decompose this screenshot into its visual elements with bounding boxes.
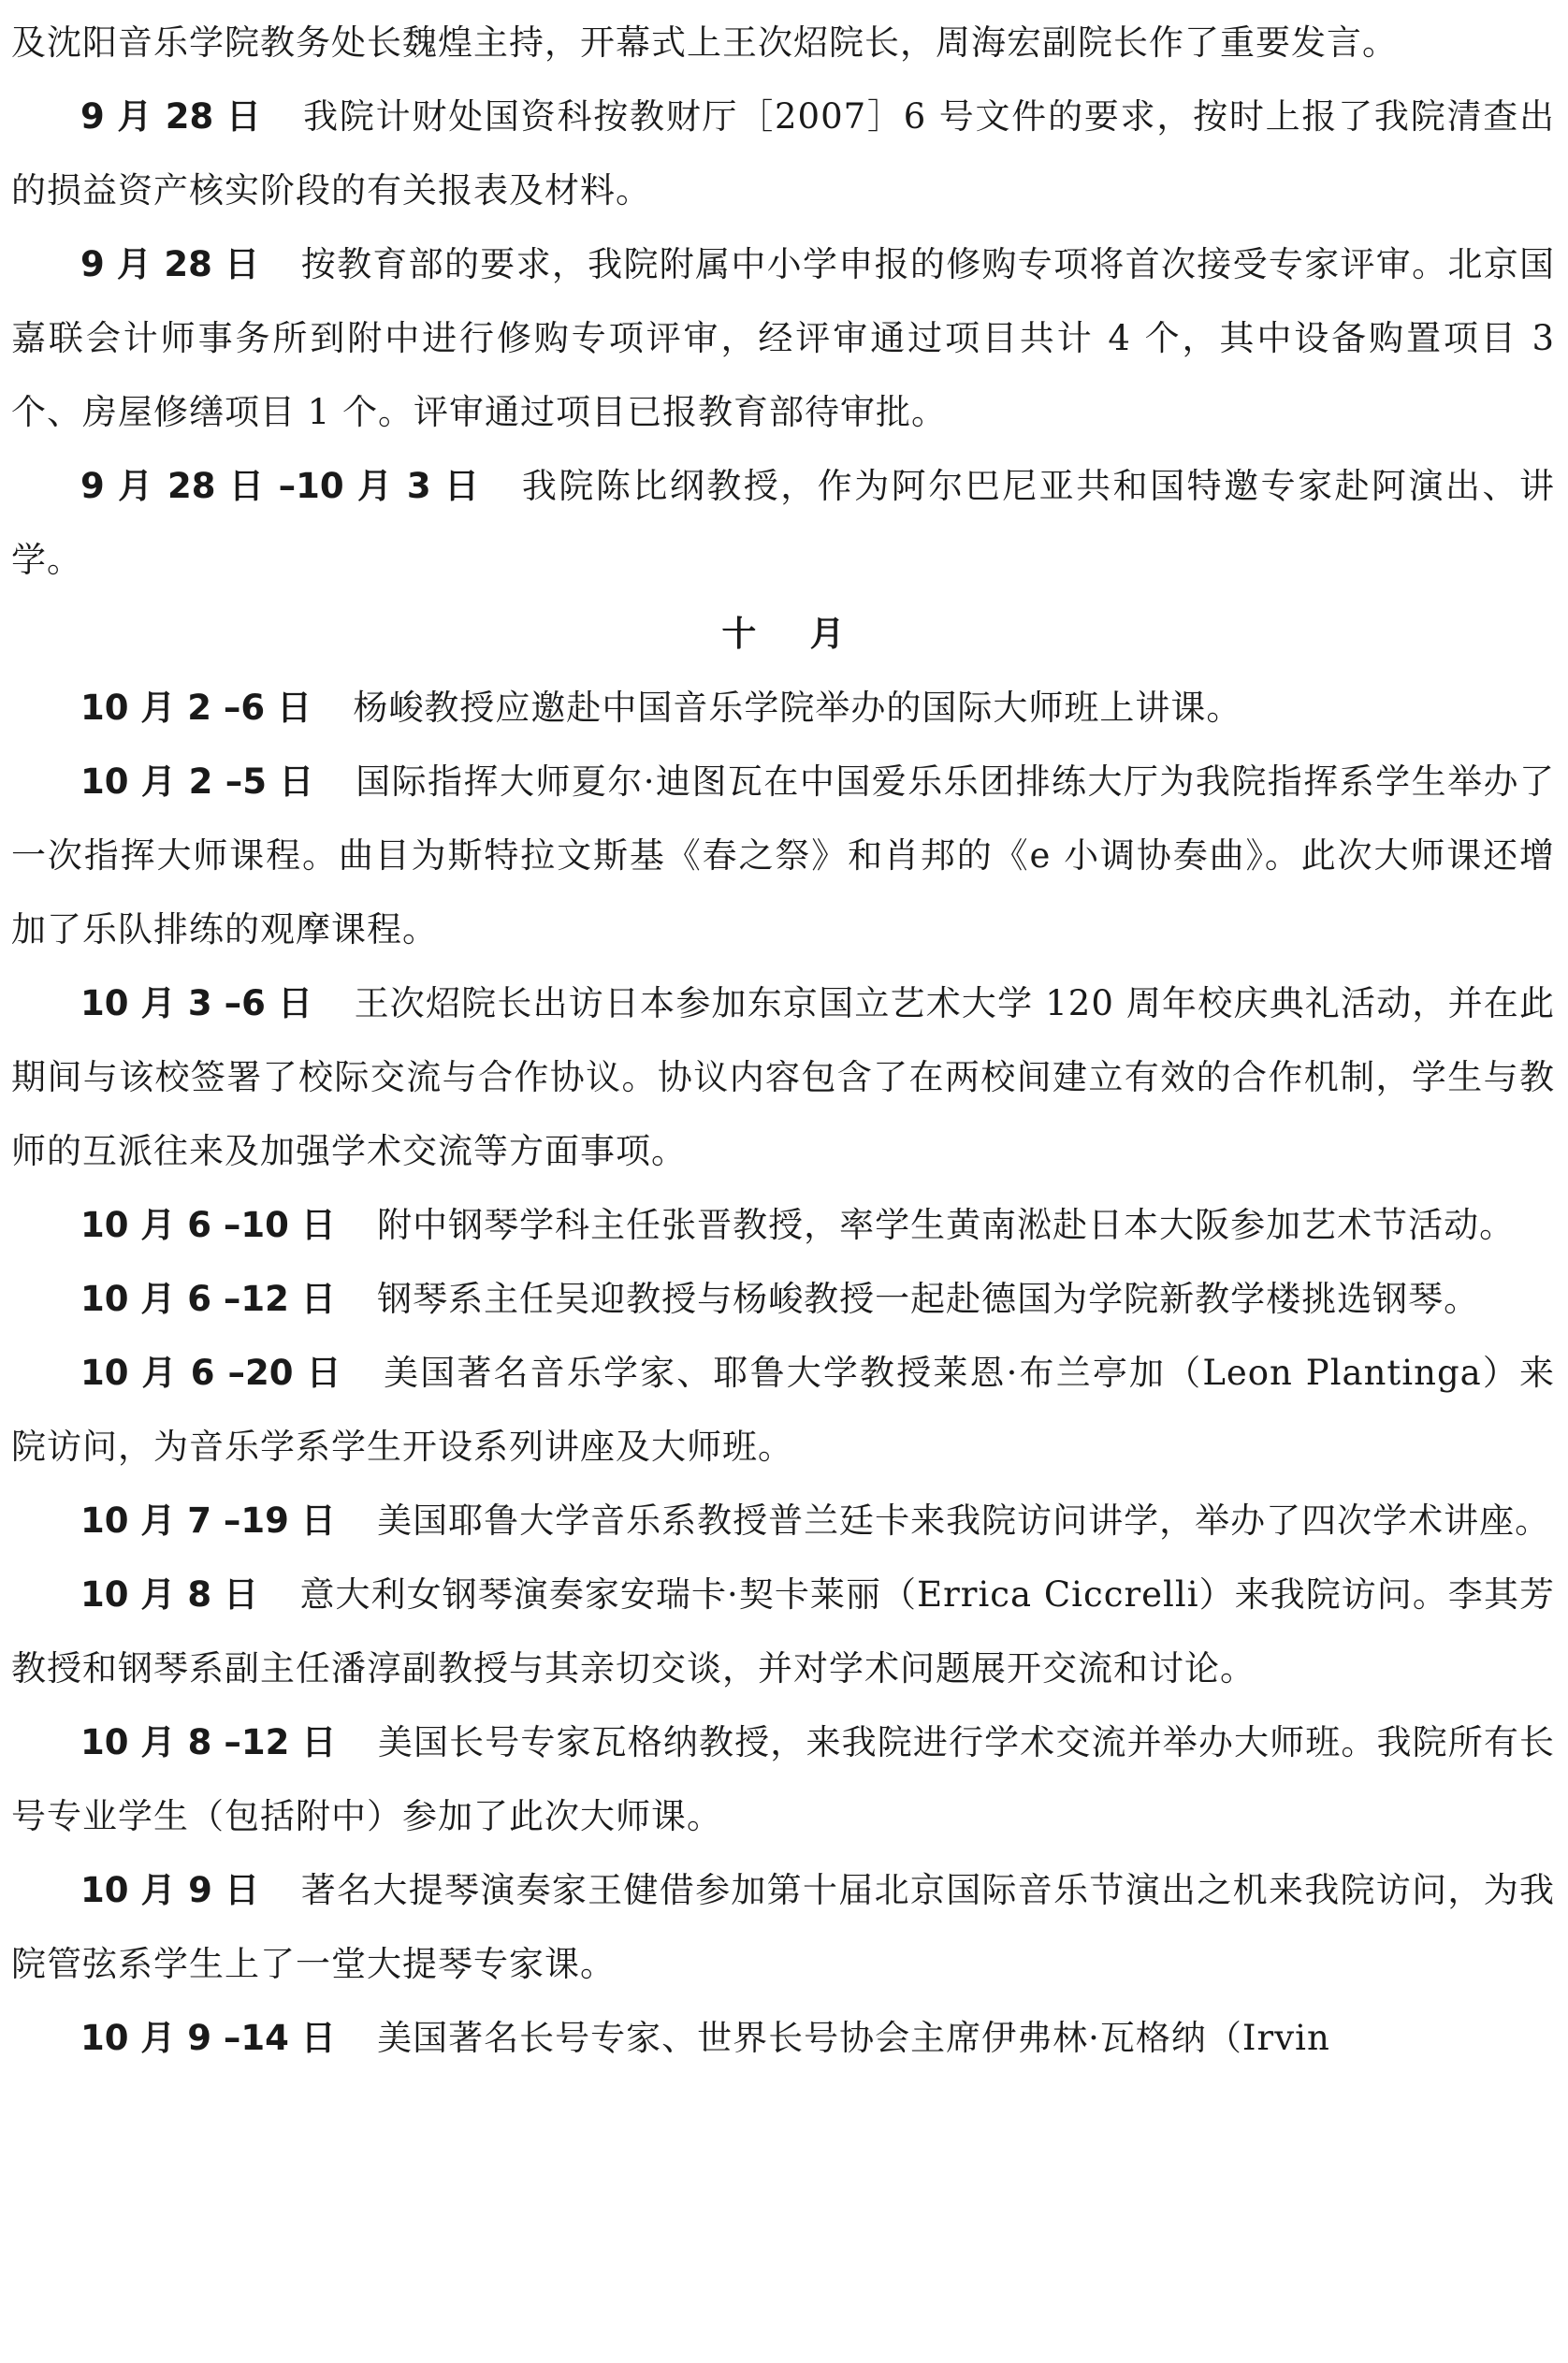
chronicle-entry — [11, 1484, 1555, 1558]
entry-text: 国际指挥大师夏尔·迪图瓦在中国爱乐乐团排练大厅为我院指挥系学生举办了一次指挥大师课程。曲目为斯特拉文斯基《春之祭》和肖邦的《e 小调协奏曲》。此次大师课还增加了乐队排练的观摩课程。 — [11, 761, 1555, 950]
chronicle-entry — [11, 80, 1555, 227]
entry-text: 著名大提琴演奏家王健借参加第十届北京国际音乐节演出之机来我院访问，为我院管弦系学生上了一堂大提琴专家课。 — [11, 1870, 1555, 1984]
entry-text: 王次炤院长出访日本参加东京国立艺术大学 120 周年校庆典礼活动，并在此期间与该校签署了校际交流与合作协议。协议内容包含了在两校间建立有效的合作机制，学生与教师的互派往来及加强学术交流等方面事项。 — [11, 983, 1555, 1171]
chronicle-entry — [11, 2001, 1555, 2075]
entry-text: 我院陈比纲教授，作为阿尔巴尼亚共和国特邀专家赴阿演出、讲学。 — [11, 466, 1555, 580]
chronicle-entry — [11, 1262, 1555, 1336]
chronicle-entry — [11, 1336, 1555, 1484]
entry-text: 美国著名长号专家、世界长号协会主席伊弗林·瓦格纳（Irvin — [377, 2018, 1330, 2058]
entry-date: 10 月 9 日 — [80, 1870, 260, 1910]
entry-date: 10 月 9 –14 日 — [80, 2018, 336, 2058]
month-heading: 十 月 — [721, 614, 845, 654]
chronicle-entry — [11, 745, 1555, 966]
lead-paragraph: 及沈阳音乐学院教务处长魏煌主持，开幕式上王次炤院长，周海宏副院长作了重要发言。 — [11, 22, 1398, 63]
entry-date: 10 月 2 –6 日 — [80, 688, 312, 728]
entry-date: 9 月 28 日 — [80, 96, 262, 137]
entry-date: 10 月 7 –19 日 — [80, 1500, 336, 1541]
entry-date: 10 月 8 日 — [80, 1574, 259, 1615]
chronicle-entry — [11, 671, 1555, 745]
entry-text: 我院计财处国资科按教财厅［2007］6 号文件的要求，按时上报了我院清查出的损益资产核实阶段的有关报表及材料。 — [11, 96, 1555, 210]
chronicle-entry — [11, 1705, 1555, 1853]
entry-date: 9 月 28 日 — [80, 244, 260, 284]
chronicle-entry — [11, 449, 1555, 597]
chronicle-entry — [11, 1188, 1555, 1262]
entry-text: 钢琴系主任吴迎教授与杨峻教授一起赴德国为学院新教学楼挑选钢琴。 — [377, 1279, 1480, 1319]
entry-date: 10 月 3 –6 日 — [80, 983, 313, 1023]
chronicle-entry — [11, 1558, 1555, 1705]
entry-date: 10 月 2 –5 日 — [80, 761, 314, 802]
entry-text: 美国著名音乐学家、耶鲁大学教授莱恩·布兰亭加（Leon Plantinga）来院访问，为音乐学系学生开设系列讲座及大师班。 — [11, 1353, 1555, 1467]
entry-text: 附中钢琴学科主任张晋教授，率学生黄南淞赴日本大阪参加艺术节活动。 — [377, 1205, 1516, 1245]
entry-date: 9 月 28 日 –10 月 3 日 — [80, 466, 481, 506]
entries-september — [11, 80, 1555, 597]
entry-text: 美国长号专家瓦格纳教授，来我院进行学术交流并举办大师班。我院所有长号专业学生（包括附中）参加了此次大师课。 — [11, 1722, 1555, 1836]
entry-date: 10 月 6 –10 日 — [80, 1205, 336, 1245]
entries-october — [11, 671, 1555, 2075]
entry-date: 10 月 6 –12 日 — [80, 1279, 336, 1319]
entry-text: 美国耶鲁大学音乐系教授普兰廷卡来我院访问讲学，举办了四次学术讲座。 — [377, 1500, 1551, 1541]
chronicle-entry — [11, 227, 1555, 449]
entry-text: 意大利女钢琴演奏家安瑞卡·契卡莱丽（Errica Ciccrelli）来我院访问。李其芳教授和钢琴系副主任潘淳副教授与其亲切交谈，并对学术问题展开交流和讨论。 — [11, 1574, 1555, 1689]
chronicle-entry — [11, 966, 1555, 1188]
document-page — [11, 6, 1555, 2075]
entry-text: 杨峻教授应邀赴中国音乐学院举办的国际大师班上讲课。 — [353, 688, 1242, 728]
entry-text: 按教育部的要求，我院附属中小学申报的修购专项将首次接受专家评审。北京国嘉联会计师事务所到附中进行修购专项评审，经评审通过项目共计 4 个，其中设备购置项目 3 个、房屋修缮项目 1 个。评审通过项目已报教育部待审批。 — [11, 244, 1555, 432]
entry-date: 10 月 8 –12 日 — [80, 1722, 337, 1762]
entry-date: 10 月 6 –20 日 — [80, 1353, 342, 1393]
chronicle-entry — [11, 1853, 1555, 2001]
